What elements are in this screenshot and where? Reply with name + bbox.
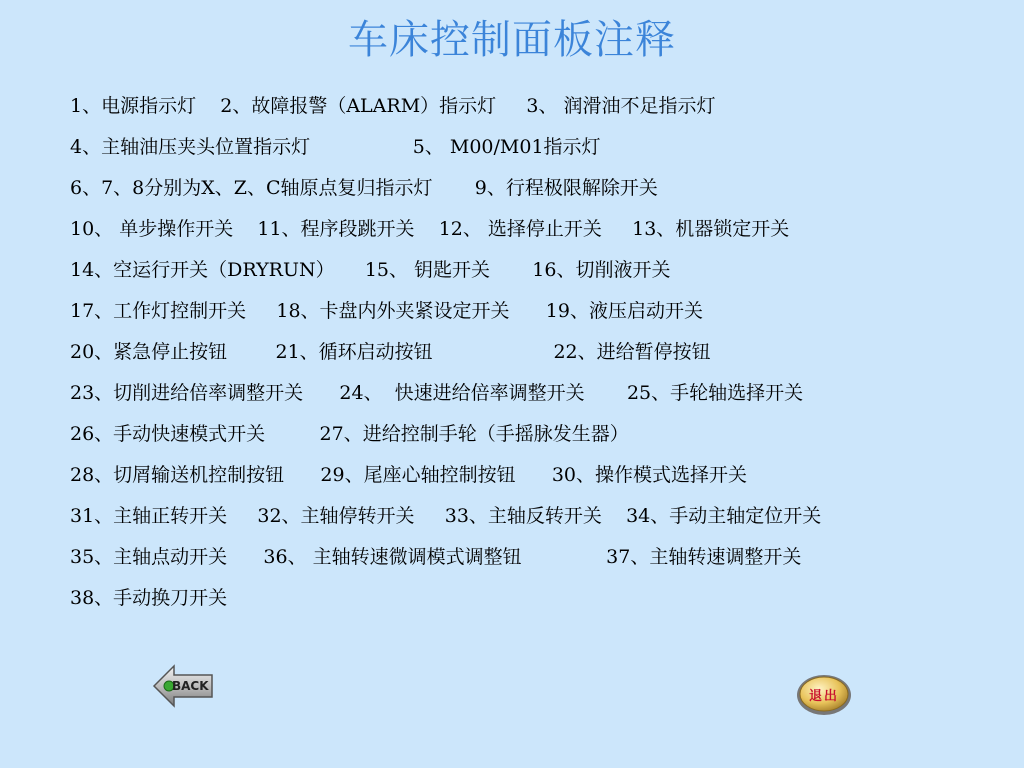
note-line: 38、手动换刀开关 [70,587,228,609]
note-line: 26、手动快速模式开关 27、进给控制手轮（手摇脉发生器） [70,423,629,445]
exit-label: 退出 [808,689,839,704]
note-line: 14、空运行开关（DRYRUN） 15、 钥匙开关 16、切削液开关 [70,259,671,281]
note-line: 20、紧急停止按钮 21、循环启动按钮 22、进给暂停按钮 [70,341,711,363]
note-line: 31、主轴正转开关 32、主轴停转开关 33、主轴反转开关 34、手动主轴定位开关 [70,505,822,527]
note-line: 17、工作灯控制开关 18、卡盘内外夹紧设定开关 19、液压启动开关 [70,300,703,322]
back-label: BACK [172,679,209,693]
note-line: 28、切屑输送机控制按钮 29、尾座心轴控制按钮 30、操作模式选择开关 [70,464,748,486]
exit-button[interactable] [795,673,853,717]
note-line: 6、7、8分别为X、Z、C轴原点复归指示灯 9、行程极限解除开关 [70,177,658,199]
note-line: 23、切削进给倍率调整开关 24、 快速进给倍率调整开关 25、手轮轴选择开关 [70,382,804,404]
notes-list [70,88,990,621]
page-title: 车床控制面板注释 [348,17,676,63]
note-line: 1、电源指示灯 2、故障报警（ALARM）指示灯 3、 润滑油不足指示灯 [70,95,716,117]
note-line: 10、 单步操作开关 11、程序段跳开关 12、 选择停止开关 13、机器锁定开关 [70,218,790,240]
note-line: 4、主轴油压夹头位置指示灯 5、 M00/M01指示灯 [70,136,601,158]
note-line: 35、主轴点动开关 36、 主轴转速微调模式调整钮 37、主轴转速调整开关 [70,546,802,568]
back-button[interactable] [152,662,214,710]
